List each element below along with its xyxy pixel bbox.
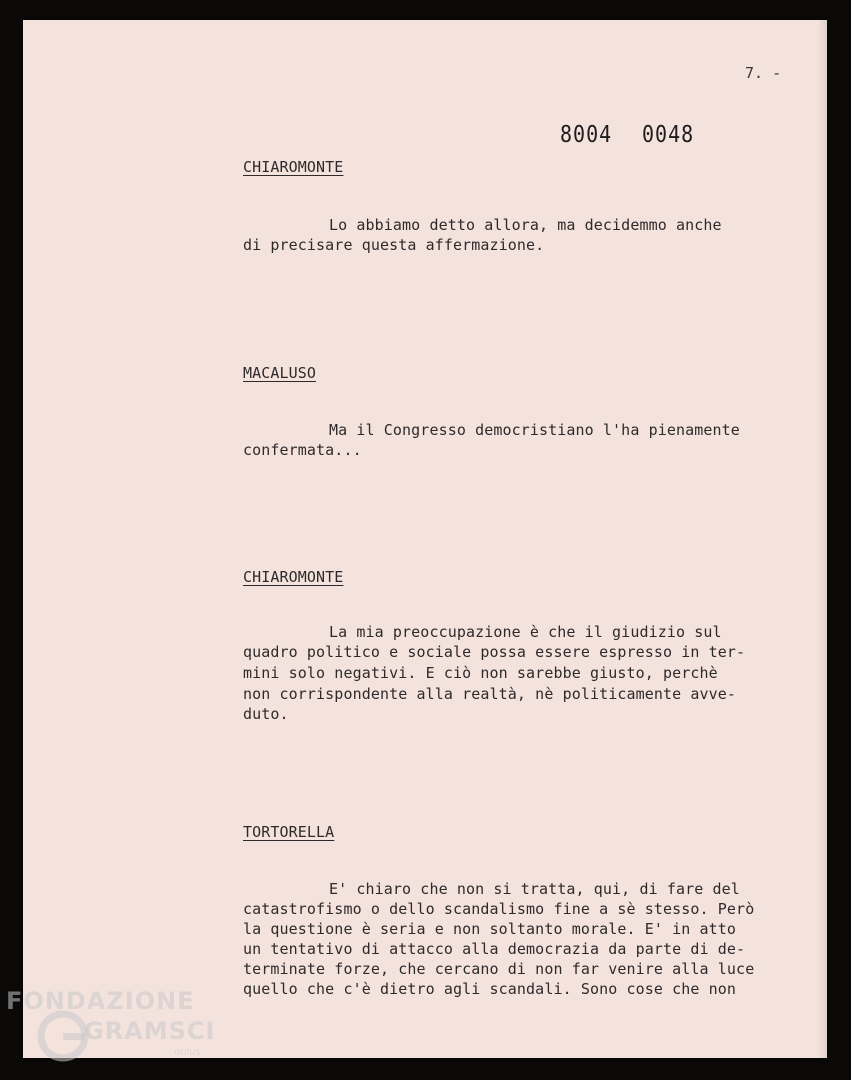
speaker-heading: CHIAROMONTE	[243, 158, 344, 176]
text-line: terminate forze, che cercano di non far venire alla luce	[243, 960, 755, 978]
document-page	[23, 20, 827, 1058]
text-line: Lo abbiamo detto allora, ma decidemmo anche	[329, 216, 722, 234]
archive-stamp-right: 0048	[642, 120, 695, 148]
text-line: di precisare questa affermazione.	[243, 236, 545, 254]
logo-text-line1: FONDAZIONE	[6, 987, 195, 1015]
speaker-heading: TORTORELLA	[243, 823, 335, 841]
text-line: non corrispondente alla realtà, nè politicamente avve-	[243, 685, 737, 703]
page-number: 7. -	[745, 64, 782, 82]
speaker-heading: MACALUSO	[243, 364, 317, 382]
text-line: quello che c'è dietro agli scandali. Sono cose che non	[243, 980, 737, 998]
logo-text-line2: GRAMSCI	[84, 1017, 216, 1045]
text-line: Ma il Congresso democristiano l'ha pienamente	[329, 421, 740, 439]
logo-g-icon	[36, 1009, 90, 1063]
text-line: quadro politico e sociale possa essere espresso in ter-	[243, 643, 746, 661]
text-line: mini solo negativi. E ciò non sarebbe giusto, perchè	[243, 664, 718, 682]
text-line: La mia preoccupazione è che il giudizio sul	[329, 623, 722, 641]
text-line: duto.	[243, 705, 289, 723]
text-line: confermata...	[243, 441, 362, 459]
logo-text-small: onlus	[174, 1047, 201, 1058]
fondazione-gramsci-watermark-logo	[6, 985, 216, 1075]
text-line: E' chiaro che non si tratta, qui, di fare del	[329, 880, 740, 898]
text-line: catastrofismo o dello scandalismo fine a sè stesso. Però	[243, 900, 755, 918]
speaker-heading: CHIAROMONTE	[243, 568, 344, 586]
archive-stamp-left: 8004	[560, 120, 613, 148]
text-line: un tentativo di attacco alla democrazia da parte di de-	[243, 940, 746, 958]
text-line: la questione è seria e non soltanto morale. E' in atto	[243, 920, 737, 938]
